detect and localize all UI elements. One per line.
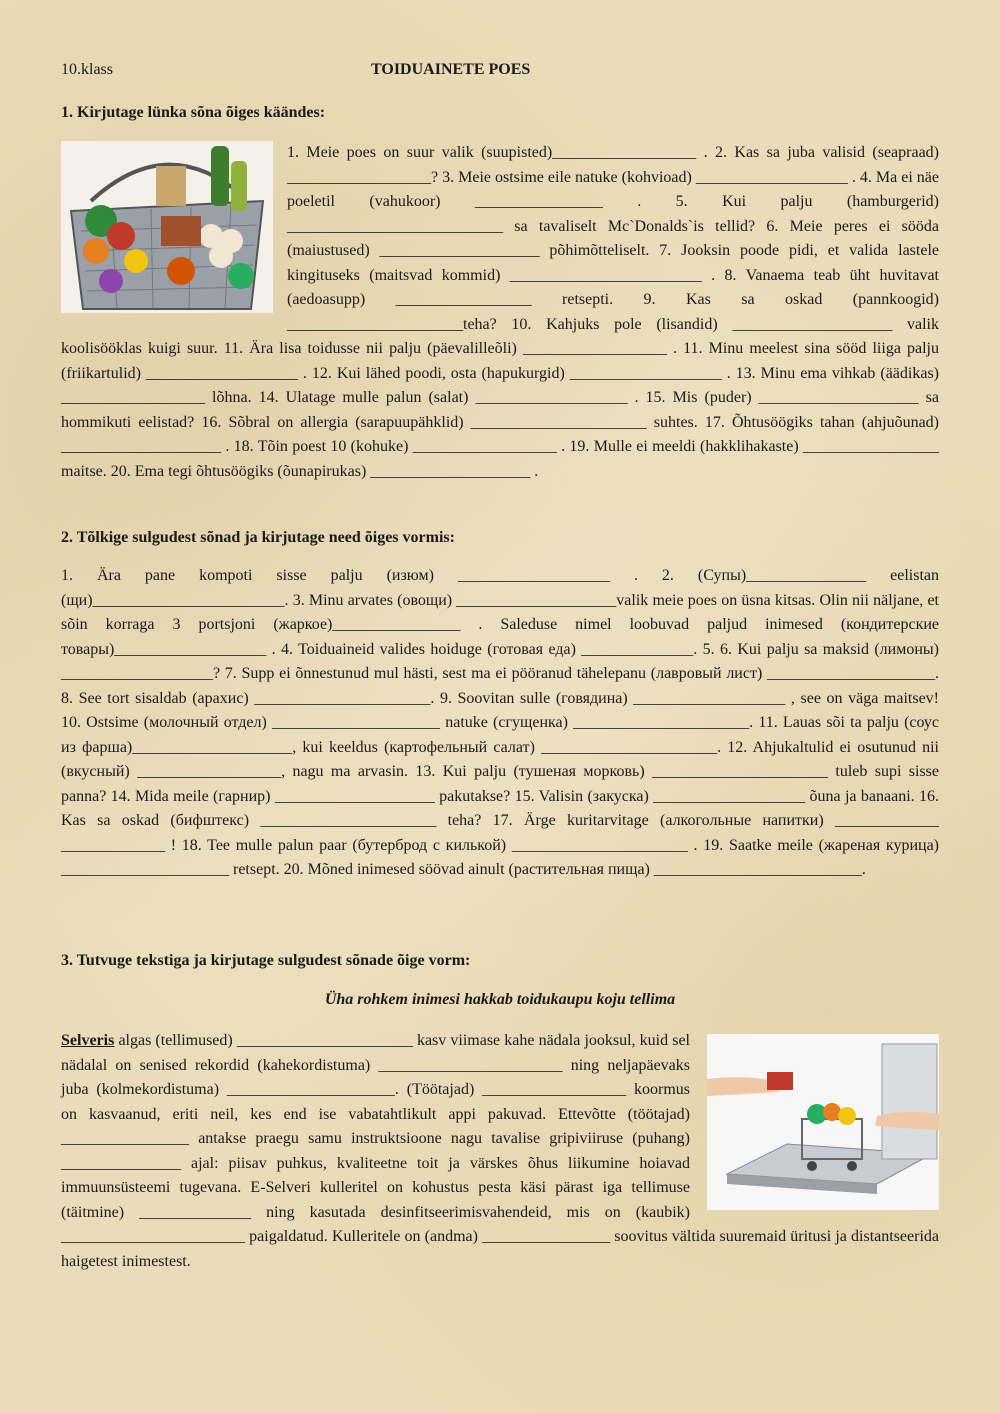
selveris-word: Selveris <box>61 1032 115 1049</box>
section2-text: 1. Ära pane kompoti sisse palju (изюм) ___________________ . 2. (Супы)_______________ eelistan (щи)________________________. 3. Minu arvates (овощи) ____________________valik meie poes on üsna kitsas. Olin nii näljane, et sõin korraga 3 portsjoni (жаркое)________________ . Saleduse nimel loobuvad paljud inimesed (кондитерские товары)___________________ . 4. Toiduaineid valides hoiduge (готовая еда) ______________. 5. 6. Kui palju sa maksid (лимоны) ___________________? 7. Supp ei õnnestunud mul hästi, sest ma ei pööranud tähelepanu (лавровый лист) _____________________. 8. See tort sisaldab (арахис) ______________________. 9. Soovitan sulle (говядина) ___________________ , see on väga maitsev! 10. Ostsime (молочный отдел) _____________________ natuke (сгущенка) ______________________. 11. Lauas sõi ta palju (соус из фарша)____________________, kui keeldus (картофельный салат) ______________________. 12. Ahjukaltulid ei osutunud nii (вкусный) __________________, nagu ma arvasin. 13. Kui palju (тушеная морковь) ______________________ tuleb supi sisse panna? 14. Mida meile (гарнир) ____________________ pakutakse? 15. Valisin (закуска) ___________________ õuna ja banaani. 16. Kas sa oskad (бифштекс) ______________________ teha? 17. Ärge kuritarvitage (алкогольные напитки) _____________ _____________ ! 18. Tee mulle palun paar (бутерброд с килькой) ______________________ . 19. Saatke meile (жареная курица) _____________________ retsept. 20. Mõned inimesed söövad ainult (растительная пища) __________________________. <box>61 567 939 878</box>
section3-text: algas (tellimused) ______________________ kasv viimase kahe nädala jooksul, kuid sel nädalal on senised rekordid (kahekordistuma) _______________________ ning neljapäevaks juba (kolmekordistuma) _____________________. (Töötajad) __________________ koormus on kasvaanud, eriti neil, kes end ise vabatahtlikult appi pakuvad. Ettevõtte (töötajad) ________________ antakse praegu samu instruktsioone nagu tavalise gripiviiruse (puhang) _______________ ajal: piisav puhkus, kvaliteetne toit ja värskes õhus liikumine hoiavad immuunsüsteemi tugevana. E-Selveri kulleritel on kohustus pesta käsi pärast iga tellimuse (täitmine) ______________ ning kasutada desinfitseerimisvahendeid, mis on (kaubik) _______________________ paigaldatud. Kulleritele on (andma) ________________ soovitus vältida suuremaid üritusi ja distantseerida haigetest inimestest. <box>61 1032 939 1270</box>
section1-body <box>61 141 939 484</box>
section3-heading: 3. Tutvuge tekstiga ja kirjutage sulgudest sõnade õige vorm: <box>61 952 471 969</box>
section3-body <box>61 1029 939 1274</box>
section3-subtitle: Üha rohkem inimesi hakkab toidukaupu koju tellima <box>324 991 676 1008</box>
section1-text: 1. Meie poes on suur valik (suupisted)__________________ . 2. Kas sa juba valisid (seapraad) __________________? 3. Meie ostsime eile natuke (kohvioad) ___________________ . 4. Ma ei näe poeletil (vahukoor) ________________ . 5. Kui palju (hamburgerid) ___________________________ sa tavaliselt Mc`Donalds`is tellid? 6. Meie peres ei sööda (maiustused) ____________________ põhimõtteliselt. 7. Jooksin poode pidi, et valida lastele kingituseks (maitsvad kommid) ________________________ . 8. Vanaema teab üht huvitavat (aedoasupp) _________________ retsepti. 9. Kas sa oskad (pannkoogid) ______________________teha? 10. Kahjuks pole (lisandid) ____________________ valik koolisööklas kuigi suur. 11. Ära lisa toidusse nii palju (päevalilleõli) __________________ . 11. Minu meelest sina sööd liiga palju (friikartulid) ___________________ . 12. Kui lähed poodi, osta (hapukurgid) ___________________ . 13. Minu ema vihkab (äädikas) __________________ lõhna. 14. Ulatage mulle palun (salat) ___________________ . 15. Mis (puder) ____________________ sa hommikuti eelistad? 16. Sõbral on allergia (sarapuupähklid) ______________________ suhtes. 17. Õhtusöögiks tahan (ahjuõunad) ____________________ . 18. Tõin poest 10 (kohuke) __________________ . 19. Mulle ei meeldi (hakklihakaste) _________________ maitse. 20. Ema tegi õhtusöögiks (õunapirukas) ____________________ . <box>61 144 939 480</box>
section2-body <box>61 564 939 883</box>
grocery-basket-image <box>61 141 273 313</box>
page-header <box>61 58 939 84</box>
class-label: 10.klass <box>61 61 113 78</box>
section2-heading: 2. Tõlkige sulgudest sõnad ja kirjutage need õiges vormis: <box>61 529 455 546</box>
section1-heading: 1. Kirjutage lünka sõna õiges käändes: <box>61 104 326 121</box>
online-shopping-cart-image <box>707 1034 939 1210</box>
page-title: TOIDUAINETE POES <box>371 61 531 78</box>
worksheet-page <box>61 58 939 1270</box>
